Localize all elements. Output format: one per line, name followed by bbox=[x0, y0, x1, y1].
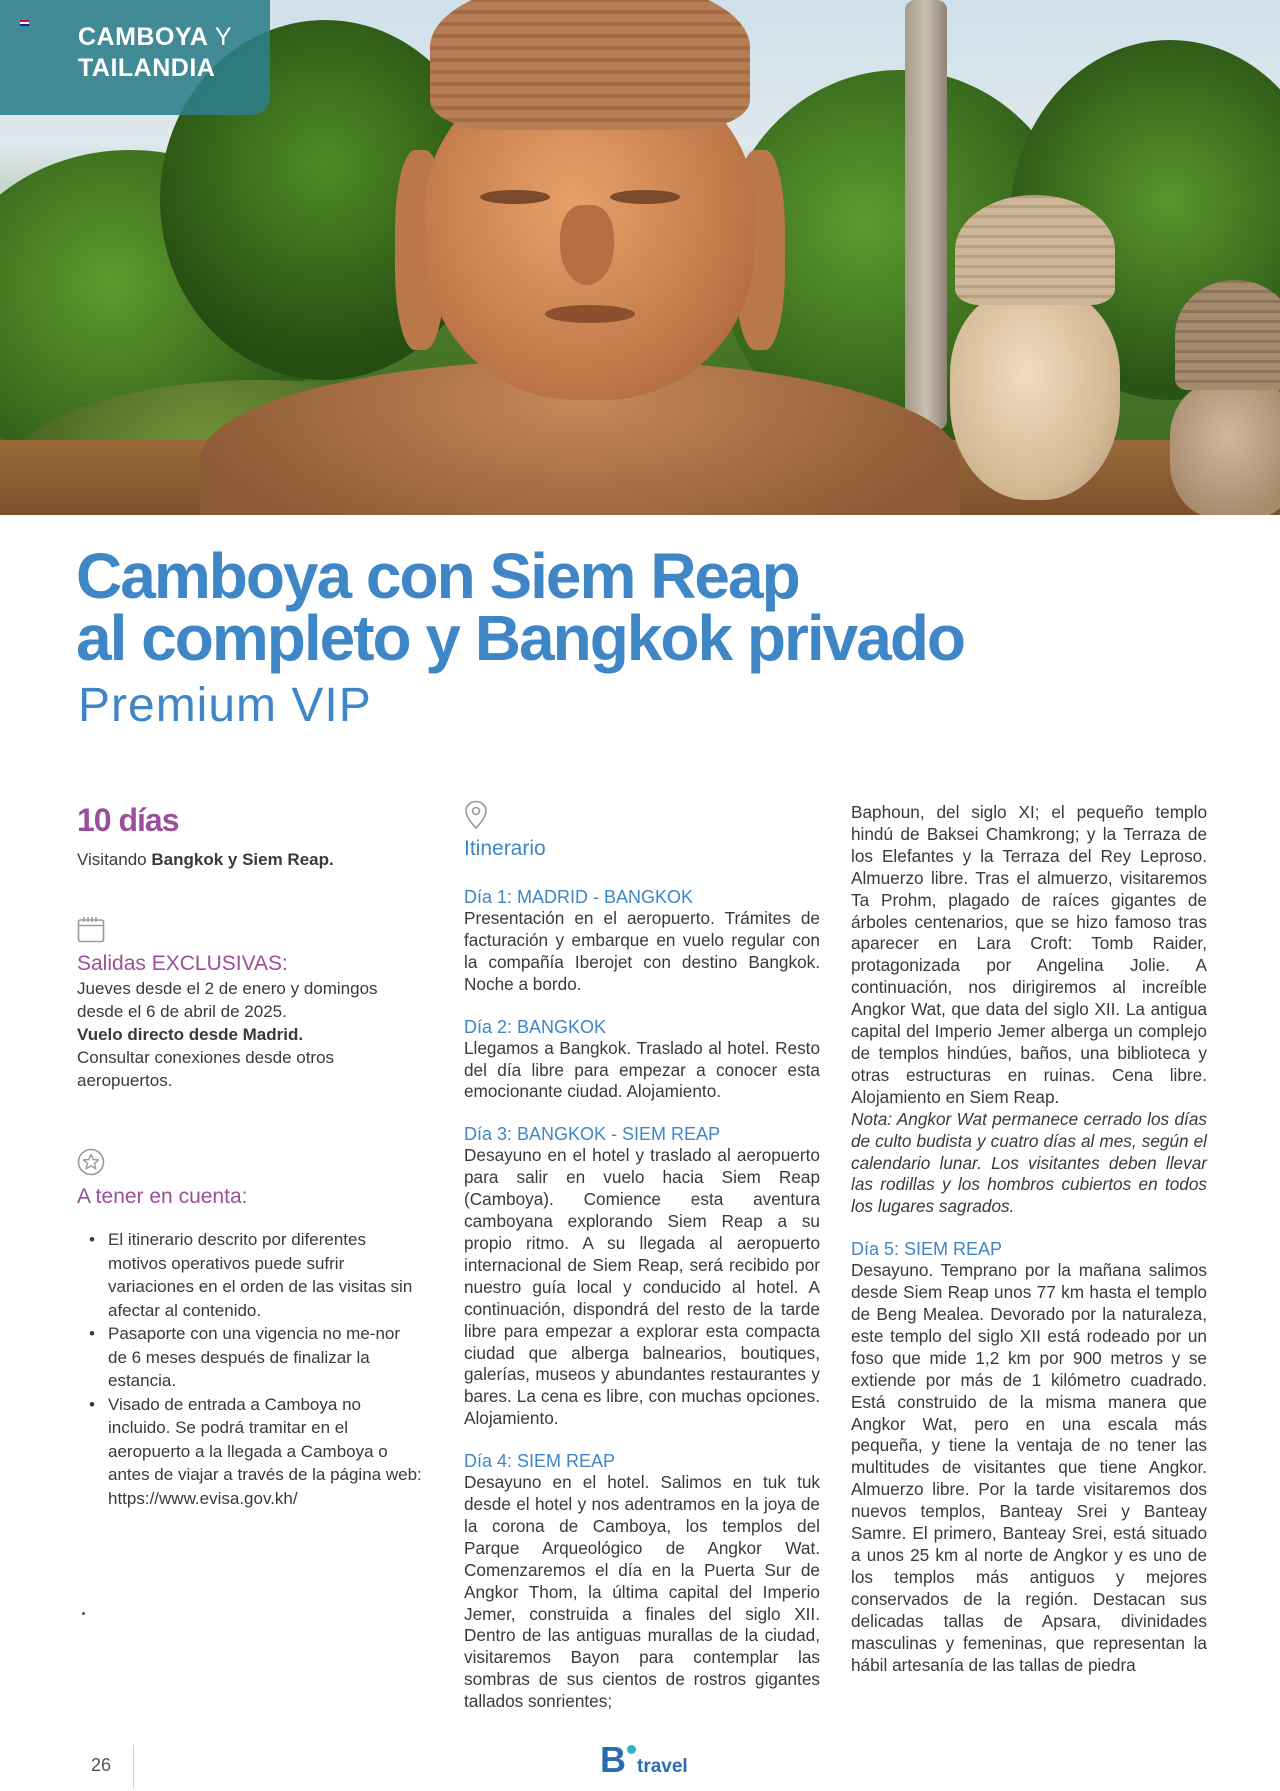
day-description: Presentación en el aeropuerto. Trámites de facturación y embarque en vuelo regular con la compañía Iberojet con destino Bangkok. Noche a bordo. bbox=[464, 908, 820, 994]
page-subtitle: Premium VIP bbox=[78, 679, 372, 732]
statue-eye bbox=[610, 190, 680, 204]
visiting-prefix: Visitando bbox=[77, 850, 147, 869]
list-item: • El itinerario descrito por diferentes motivos operativos puede sufrir variaciones en el orden de las visitas sin afectar al contenido. bbox=[77, 1228, 422, 1322]
page-number: 26 bbox=[91, 1755, 112, 1775]
second-statue-face bbox=[950, 290, 1120, 500]
brand-letter: B bbox=[600, 1739, 626, 1780]
statue-crown bbox=[430, 0, 750, 130]
day-heading: Día 2: BANGKOK bbox=[464, 1016, 607, 1037]
day-description: Desayuno. Temprano por la mañana salimos desde Siem Reap unos 77 km hasta el templo de Beng Mealea. Devorado por la naturaleza, este templo del siglo XII está rodeado por un foso que mide 1,2 km por 900 metros y se extiende por más de 1 kilómetro cuadrado. Está construido de la misma manera que Angkor Wat, pero en una escala más pequeña, y tiene la ventaja de no tener las multitudes de visitantes que tiene Angkor. Almuerzo libre. Por la tarde visitaremos dos nuevos templos, Banteay Srei y Banteay Samre. El primero, Banteay Srei, está situado a unos 25 km al norte de Angkor y es uno de los templos más antiguos y mejores conservados de la región. Destacan sus delicadas tallas de Apsara, divinidades masculinas y femeninas, que representan la hábil artesanía de las tallas de piedra bbox=[851, 1260, 1207, 1675]
title-line1: Camboya con Siem Reap bbox=[76, 540, 799, 612]
day-description: Desayuno en el hotel y traslado al aeropuerto para salir en vuelo hacia Siem Reap (Camboya). Comience esta aventura camboyana explorando Siem Reap a su propio ritmo. A su llegada al aeropuerto internacional de Siem Reap, será recibido por nuestro guía local y conducido al hotel. A continuación, dispondrá del resto de la tarde libre para empezar a explorar esta compacta ciudad que alberga balnearios, boutiques, galerías, museos y abundantes restaurantes y bares. La cena es libre, con muchas opciones. Alojamiento. bbox=[464, 1145, 820, 1429]
departures-dates: Jueves desde el 2 de enero y domingos desde el 6 de abril de 2025. bbox=[77, 979, 378, 1021]
day-heading: Día 3: BANGKOK - SIEM REAP bbox=[464, 1124, 721, 1145]
second-statue-crown bbox=[955, 195, 1115, 305]
itinerary-column-1 bbox=[464, 800, 820, 1733]
itinerary-day bbox=[464, 1016, 820, 1104]
itinerary-day bbox=[464, 1123, 820, 1430]
day-description: Desayuno en el hotel. Salimos en tuk tuk desde el hotel y nos adentramos en la joya de la corona de Camboya, los templos del Parque Arqueológico de Angkor Wat. Comenzaremos el día en la Puerta Sur de Angkor Thom, la última capital del Imperio Jemer, construida a finales del siglo XII. Dentro de las antiguas murallas de la ciudad, visitaremos Bayon para contemplar las sombras de sus cientos de rostros gigantes tallados sonrientes; bbox=[464, 1472, 820, 1712]
cambodia-flag-icon bbox=[20, 20, 29, 26]
calendar-icon bbox=[77, 916, 105, 943]
region-line2: TAILANDIA bbox=[78, 54, 216, 82]
footer-divider bbox=[133, 1745, 134, 1789]
region-line1: CAMBOYA bbox=[78, 23, 208, 51]
statue-mouth bbox=[545, 305, 635, 323]
departures-connections: Consultar conexiones desde otros aeropuertos. bbox=[77, 1048, 335, 1090]
tree-trunk bbox=[905, 0, 947, 430]
visiting-line bbox=[77, 848, 422, 872]
region-and: Y bbox=[214, 23, 233, 51]
departures-heading: Salidas EXCLUSIVAS: bbox=[77, 952, 288, 975]
title-line2: al completo y Bangkok privado bbox=[76, 602, 964, 674]
itinerary-column-2 bbox=[851, 802, 1207, 1696]
stray-dot bbox=[82, 1612, 85, 1615]
itinerary-label: Itinerario bbox=[464, 837, 546, 860]
itinerary-day bbox=[464, 1450, 820, 1713]
brand-logo bbox=[600, 1739, 688, 1780]
day-heading: Día 4: SIEM REAP bbox=[464, 1451, 616, 1472]
departures-flight bbox=[77, 1023, 422, 1046]
page-title bbox=[76, 540, 1226, 674]
notes-heading: A tener en cuenta: bbox=[77, 1185, 248, 1208]
third-statue-crown bbox=[1175, 280, 1280, 390]
hero-photo bbox=[0, 0, 1280, 515]
location-pin-icon bbox=[464, 800, 488, 830]
star-badge-icon bbox=[77, 1148, 105, 1176]
direct-flight-label: Vuelo directo desde Madrid. bbox=[77, 1025, 304, 1044]
list-item: • Pasaporte con una vigencia no me-nor de 6 meses después de finalizar la estancia. bbox=[77, 1322, 422, 1393]
day-heading: Día 5: SIEM REAP bbox=[851, 1239, 1003, 1260]
third-statue-face bbox=[1170, 380, 1280, 515]
day-description: Llegamos a Bangkok. Traslado al hotel. Resto del día libre para empezar a conocer esta emocionante ciudad. Alojamiento. bbox=[464, 1037, 820, 1102]
region-badge bbox=[0, 0, 270, 115]
statue-eye bbox=[480, 190, 550, 204]
brand-dot-icon bbox=[627, 1745, 636, 1754]
angkor-note: Nota: Angkor Wat permanece cerrado los días de culto budista y cuatro días al mes, según el calendario lunar. Los visitantes deben llevar las rodillas y los hombros cubiertos en todos los lugares sagrados. bbox=[851, 1108, 1207, 1217]
trip-duration: 10 días bbox=[77, 802, 179, 838]
notes-list bbox=[77, 1228, 422, 1510]
visiting-places: Bangkok y Siem Reap. bbox=[151, 850, 334, 869]
statue-nose bbox=[560, 205, 614, 285]
brand-word: travel bbox=[637, 1756, 688, 1777]
day-heading: Día 1: MADRID - BANGKOK bbox=[464, 887, 694, 907]
day-description-continued: Baphoun, del siglo XI; el pequeño templo hindú de Baksei Chamkrong; y la Terraza de los Elefantes y la Terraza del Rey Leproso. Almuerzo libre. Tras el almuerzo, visitaremos Ta Prohm, plagado de raíces gigantes de árboles centenarios, que se hizo famoso tras aparecer en Lara Croft: Tomb Raider, protagonizada por Angelina Jolie. A continuación, nos dirigiremos al increíble Angkor Wat, que data del siglo XII. La antigua capital del Imperio Jemer alberga un complejo de templos hindúes, baños, una biblioteca y otras estructuras en ruinas. Cena libre. Alojamiento en Siem Reap. bbox=[851, 802, 1207, 1107]
list-item: • Visado de entrada a Camboya no incluido. Se podrá tramitar en el aeropuerto a la llegada a Camboya o antes de viajar a través de la página web: https://www.evisa.gov.kh/ bbox=[77, 1393, 422, 1511]
summary-column bbox=[77, 800, 422, 1510]
itinerary-day bbox=[464, 886, 820, 996]
itinerary-day bbox=[851, 1238, 1207, 1676]
